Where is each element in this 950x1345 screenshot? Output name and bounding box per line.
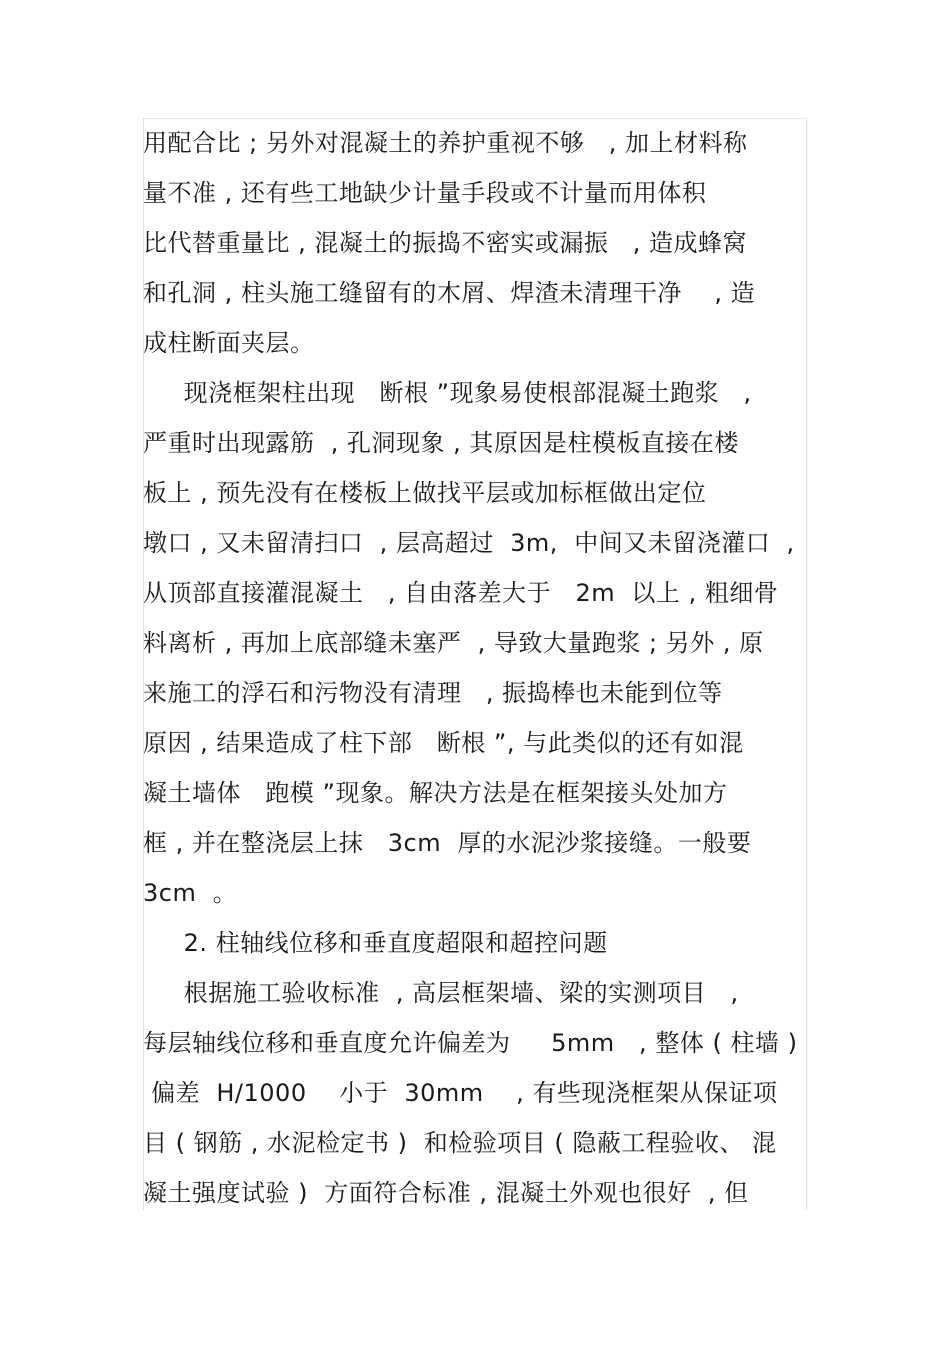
text-line: 成柱断面夹层。 [143,329,315,357]
text-line: 框 , 并在整浇层上抹 3cm 厚的水泥沙浆接缝。一般要 [143,829,752,857]
text-line: 从顶部直接灌混凝土 , 自由落差大于 2m 以上 , 粗细骨 [143,579,779,607]
text-line: 原因 , 结果造成了柱下部 断根 ”, 与此类似的还有如混 [143,729,744,757]
text-line: 现浇框架柱出现 断根 ”现象易使根部混凝土跑浆 , [143,379,752,407]
text-line: 比代替重量比 , 混凝土的振捣不密实或漏振 , 造成蜂窝 [143,229,748,257]
text-line: 凝土墙体 跑模 ”现象。解决方法是在框架接头处加方 [143,779,728,807]
text-line: 每层轴线位移和垂直度允许偏差为 5mm , 整体 ( 柱墙 ) [143,1029,798,1057]
section-heading: 2. 柱轴线位移和垂直度超限和超控问题 [143,929,608,957]
text-line: 目 ( 钢筋 , 水泥检定书 ) 和检验项目 ( 隐蔽工程验收、 混 [143,1129,777,1157]
text-line: 用配合比 ; 另外对混凝土的养护重视不够 , 加上材料称 [143,129,748,157]
text-line: 来施工的浮石和污物没有清理 , 振捣棒也未能到位等 [143,679,723,707]
text-line: 和孔洞 , 柱头施工缝留有的木屑、焊渣未清理干净 , 造 [143,279,756,307]
text-line: 墩口 , 又未留清扫口 , 层高超过 3m, 中间又未留浇灌口 , [143,529,795,557]
document-body [143,118,833,1218]
text-line: 料离析 , 再加上底部缝未塞严 , 导致大量跑浆 ; 另外 , 原 [143,629,764,657]
text-line: 根据施工验收标准 , 高层框架墙、梁的实测项目 , [143,979,739,1007]
text-line: 量不准 , 还有些工地缺少计量手段或不计量而用体积 [143,179,707,207]
text-line: 板上 , 预先没有在楼板上做找平层或加标框做出定位 [143,479,707,507]
text-line: 严重时出现露筋 , 孔洞现象 , 其原因是柱模板直接在楼 [143,429,739,457]
text-line: 偏差 H/1000 小于 30mm , 有些现浇框架从保证项 [143,1079,778,1107]
text-line: 3cm 。 [143,879,238,907]
text-line: 凝土强度试验 ) 方面符合标准 , 混凝土外观也很好 , 但 [143,1179,749,1207]
